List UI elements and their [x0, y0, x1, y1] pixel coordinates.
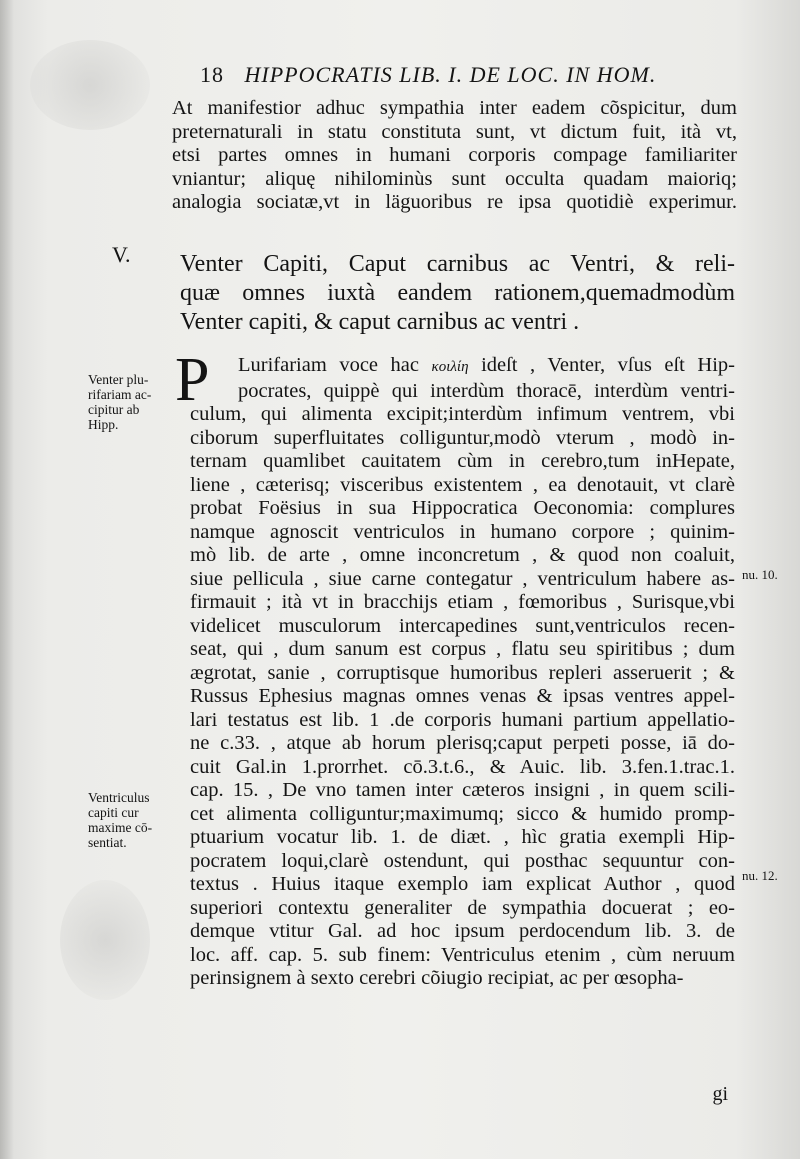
- running-head: [200, 62, 720, 88]
- margin-note-line: cipitur ab: [88, 402, 140, 417]
- margin-reference: nu. 12.: [742, 868, 778, 883]
- text-line: etsi partes omnes in humani corporis compage familiariter: [172, 144, 737, 166]
- text-line: firmauit ; ità vt in bracchijs etiam , fœmoribus , Surisque,vbi: [190, 591, 735, 613]
- text-line: At manifestior adhuc sympathia inter eadem cõspicitur, dum: [172, 97, 737, 119]
- text-line: textus . Huius itaque exemplo iam explicat Author , quod: [190, 873, 735, 895]
- commentary-paragraph: [190, 354, 735, 991]
- catchword: gi: [712, 1083, 728, 1105]
- aphorism-line: quæ omnes iuxtà eandem rationem,quemadmodùm: [180, 280, 735, 306]
- text-line: probat Foësius in sua Hippocratica Oeconomia: complures: [190, 497, 735, 519]
- text-line: perinsignem à sexto cerebri cõiugio recipiat, ac per œsopha-: [190, 967, 684, 989]
- text-line: loc. aff. cap. 5. sub finem: Ventriculus etenim , cùm neruum: [190, 943, 735, 966]
- text-line: ternam quamlibet cauitatem cùm in cerebro,tum inHepate,: [190, 450, 735, 472]
- margin-note-line: Ventriculus: [88, 790, 150, 805]
- text-line: analogia sociatæ,vt in läguoribus re ipsa quotidiè experimur.: [172, 191, 737, 213]
- text-line: ne c.33. , atque ab horum plerisq;caput perpeti posse, iā do-: [190, 732, 735, 754]
- text-line: cet alimenta colliguntur;maximumq; sicco & humido promp-: [190, 802, 735, 825]
- margin-note-line: rifariam ac-: [88, 387, 152, 402]
- ink-stain: [60, 880, 150, 1000]
- margin-note: [88, 372, 168, 432]
- margin-reference: nu. 10.: [742, 567, 778, 582]
- text-line: seat, qui , dum sanum est corpus , flatu seu spiritibus ; dum: [190, 638, 735, 660]
- greek-word: κοιλίη: [431, 359, 469, 375]
- section-number: V.: [112, 242, 131, 267]
- text-line: liene , cæterisq; visceribus existentem , ea denotauit, vt clarè: [190, 473, 735, 496]
- text-line: pocrates, quippè qui interdùm thoracē, interdùm ventri-: [238, 379, 735, 402]
- intro-paragraph: [172, 97, 737, 215]
- margin-note-line: maxime cō-: [88, 820, 153, 835]
- text-segment: ideſt , Venter, vſus eſt Hip-: [468, 354, 735, 376]
- text-line: ptuarium vocatur lib. 1. de diæt. , hìc gratia exempli Hip-: [190, 826, 735, 848]
- aphorism-line: Venter capiti, & caput carnibus ac ventri .: [180, 309, 580, 335]
- text-line: culum, qui alimenta excipit;interdùm infimum ventrem, vbi: [190, 403, 735, 425]
- text-line: cap. 15. , De vno tamen inter cæteros insigni , in quem scili-: [190, 779, 735, 801]
- text-line: ægrotat, sanie , corruptisque humoribus repleri asseruerit ; &: [190, 661, 735, 684]
- margin-note-line: Hipp.: [88, 417, 119, 432]
- text-line: siue pellicula , siue carne contegatur , ventriculum habere as-: [190, 567, 735, 590]
- aphorism-text: [180, 250, 735, 337]
- gutter-shadow: [0, 0, 14, 1159]
- running-title: HIPPOCRATIS LIB. I. DE LOC. IN HOM.: [244, 62, 657, 87]
- margin-note-line: Venter plu-: [88, 372, 149, 387]
- ink-stain: [30, 40, 150, 130]
- text-line: superiori contextu generaliter de sympathia docuerat ; eo-: [190, 896, 735, 919]
- aphorism-line: Venter Capiti, Caput carnibus ac Ventri, & reli-: [180, 251, 735, 277]
- page-number: 18: [200, 62, 224, 87]
- text-line: preternaturali in statu constituta sunt, vt dictum fuit, ità vt,: [172, 120, 737, 143]
- text-line: pocratem loqui,clarè ostendunt, qui posthac sequuntur con-: [190, 849, 735, 872]
- text-line: Russus Ephesius magnas omnes venas & ipsas ventres appel-: [190, 685, 735, 707]
- text-line: mò lib. de arte , omne inconcretum , & quod non coaluit,: [190, 544, 735, 566]
- text-line: ciborum superfluitates colliguntur,modò vterum , modò in-: [190, 426, 735, 449]
- text-line: lari testatus est lib. 1 .de corporis humani partium appellatio-: [190, 708, 735, 731]
- text-line: vniantur; aliquę nihilominùs sunt occulta quadam maioriq;: [172, 167, 737, 190]
- margin-note: [88, 790, 168, 850]
- text-line: cuit Gal.in 1.prorrhet. cō.3.t.6., & Auic. lib. 3.fen.1.trac.1.: [190, 755, 735, 778]
- margin-note-line: capiti cur: [88, 805, 139, 820]
- text-line: videlicet musculorum intercapedines sunt,ventriculos recen-: [190, 614, 735, 637]
- drop-cap: P: [175, 346, 210, 414]
- text-line: demque vtitur Gal. ad hoc ipsum perdocendum lib. 3. de: [190, 920, 735, 942]
- text-segment: Lurifariam voce hac: [238, 354, 432, 376]
- margin-note-line: sentiat.: [88, 835, 127, 850]
- text-line: [190, 354, 735, 380]
- text-line: namque agnoscit ventriculos in humano corpore ; quinim-: [190, 520, 735, 543]
